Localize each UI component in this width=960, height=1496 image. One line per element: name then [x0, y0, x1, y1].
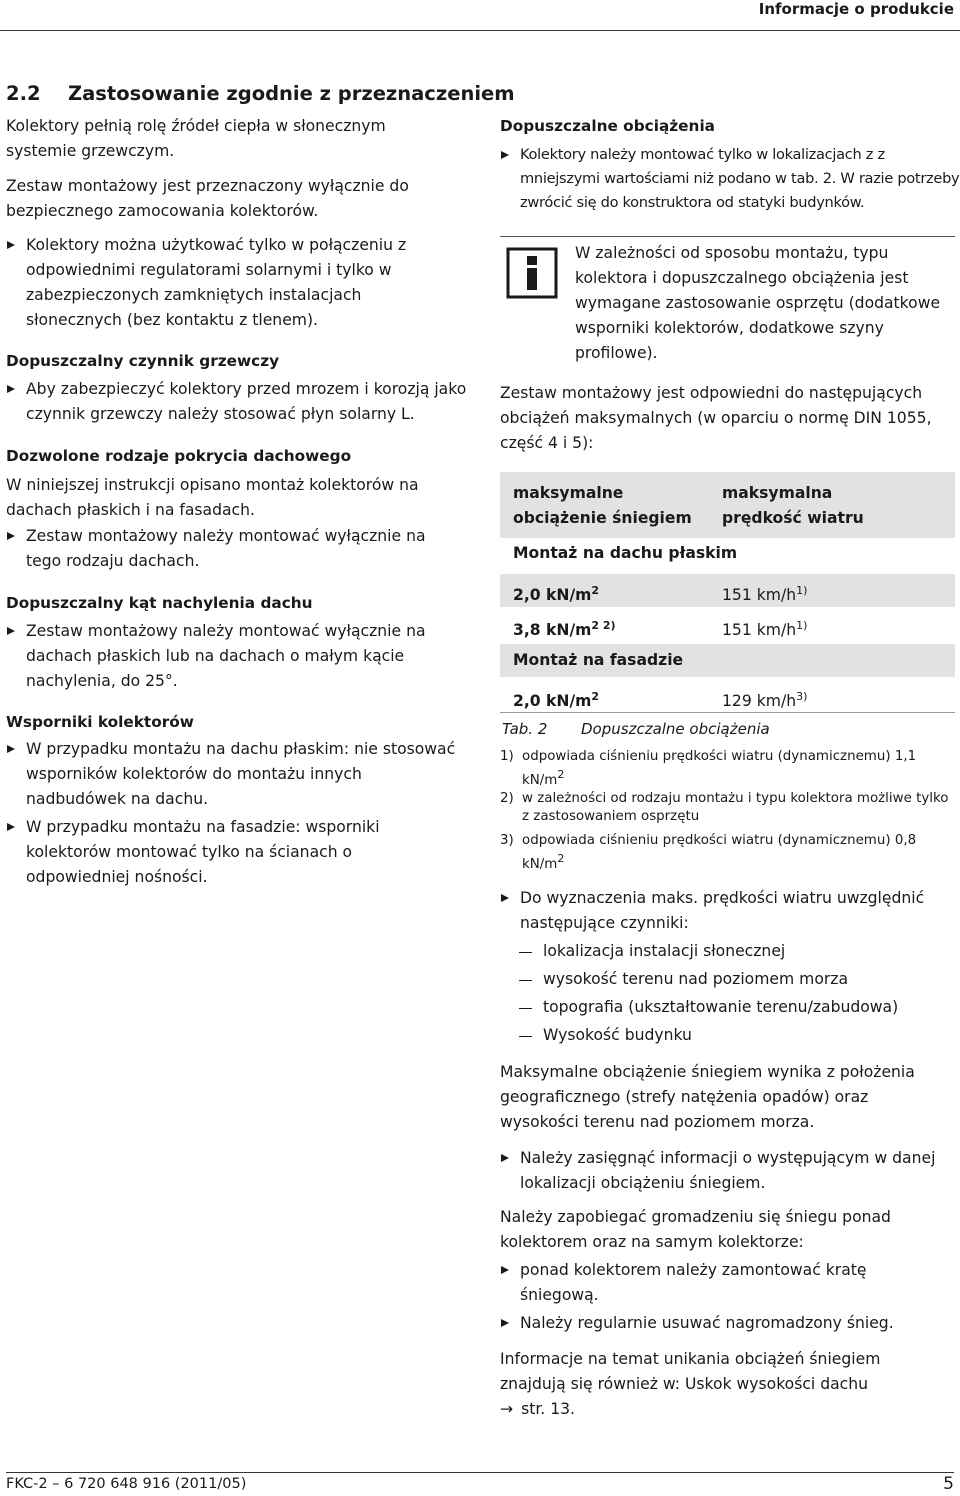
info-icon — [506, 247, 558, 299]
table-group-facade: Montaż na fasadzie — [513, 651, 684, 669]
section-heading — [6, 82, 515, 105]
paragraph-snow-load: Maksymalne obciążenie śniegiem wynika z położenia geograficznego (strefy natężenia opadów) oraz wysokości terenu nad poziomem morza. — [500, 1063, 915, 1131]
bullet-roof-types: Zestaw montażowy należy montować wyłącznie na tego rodzaju dachach. — [6, 524, 446, 574]
footer-doc-number: FKC-2 – 6 720 648 916 (2011/05) — [6, 1476, 247, 1492]
heading-supports: Wsporniki kolektorów — [6, 713, 194, 731]
reference-page: str. 13. — [521, 1400, 576, 1418]
info-note: W zależności od sposobu montażu, typu kolektora i dopuszczalnego obciążenia jest wymagane zastosowanie osprzętu (dodatkowe wsporniki kolektorów, dodatkowe szyny profilowe). — [575, 244, 941, 362]
footer-page-number: 5 — [943, 1474, 954, 1494]
bullet-loads: Kolektory należy montować tylko w lokalizacjach z z mniejszymi wartościami niż podano w tab. 2. W razie potrzeby zwrócić się do konstruktora od statyki budynków. — [500, 143, 960, 215]
table-bottom-rule — [500, 712, 955, 713]
table-col-wind-line2: prędkość wiatru — [722, 509, 864, 527]
footer-rule — [6, 1472, 954, 1473]
table-row-2-wind: 151 $km/h^{1)}$ — [722, 619, 808, 639]
intro-paragraph-2: Zestaw montażowy jest przeznaczony wyłącznie do bezpiecznego zamocowania kolektorów. — [6, 177, 409, 220]
reference-link[interactable] — [500, 1397, 920, 1422]
heading-roof-types: Dozwolone rodzaje pokrycia dachowego — [6, 447, 352, 465]
bullet-snow-grate: ponad kolektorem należy zamontować kratę śniegową. — [500, 1258, 940, 1308]
paragraph-kit-loads: Zestaw montażowy jest odpowiedni do następujących obciążeń maksymalnych (w oparciu o normę DIN 1055, część 4 i 5): — [500, 384, 932, 452]
footnote-1: 1) odpowiada ciśnieniu prędkości wiatru (dynamicznemu) 1,1 $kN/m^2$ — [500, 749, 917, 788]
page-header — [0, 0, 960, 28]
header-rule — [0, 30, 960, 31]
bullet-medium: Aby zabezpieczyć kolektory przed mrozem i korozją jako czynnik grzewczy należy stosować płyn solarny L. — [6, 377, 471, 427]
table-row-1-wind: 151 $km/h^{1)}$ — [722, 584, 808, 604]
section-number: 2.2 — [6, 82, 41, 105]
table-col-snow-line1: maksymalne — [513, 484, 624, 502]
bullet-remove-snow: Należy regularnie usuwać nagromadzony śnieg. — [500, 1311, 960, 1336]
table-caption-label: Tab. 2 — [502, 720, 548, 738]
paragraph-roof-types: W niniejszej instrukcji opisano montaż kolektorów na dachach płaskich i na fasadach. — [6, 476, 419, 519]
table-caption-text: Dopuszczalne obciążenia — [581, 720, 770, 738]
info-rule-top — [500, 236, 955, 237]
bullet-roof-angle: Zestaw montażowy należy montować wyłącznie na dachach płaskich lub na dachach o małym kącie nachylenia, do 25°. — [6, 619, 456, 694]
dash-location: lokalizacja instalacji słonecznej — [500, 939, 785, 964]
table-col-snow-line2: obciążenie śniegiem — [513, 509, 692, 527]
heading-medium: Dopuszczalny czynnik grzewczy — [6, 352, 280, 370]
arrow-right-icon: → — [500, 1400, 514, 1418]
bullet-supports-flat: W przypadku montażu na dachu płaskim: nie stosować wsporników kolektorów do montażu innych nadbudówek na dachu. — [6, 737, 466, 812]
table-row-2-snow: 3,8 $kN/m^{2 2)}$ — [513, 619, 616, 639]
table-row-3-snow: 2,0 $kN/m^2$ — [513, 690, 600, 710]
table-group-flat-roof: Montaż na dachu płaskim — [513, 544, 738, 562]
dash-building-height: Wysokość budynku — [500, 1023, 692, 1048]
intro-paragraph-1: Kolektory pełnią rolę źródeł ciepła w słonecznym systemie grzewczym. — [6, 117, 386, 160]
heading-roof-angle: Dopuszczalny kąt nachylenia dachu — [6, 594, 313, 612]
bullet-wind-factors: Do wyznaczenia maks. prędkości wiatru uwzględnić następujące czynniki: — [500, 886, 960, 936]
header-title: Informacje o produkcie — [758, 0, 954, 18]
table-row-3-wind: 129 $km/h^{3)}$ — [722, 690, 808, 710]
table-row-1-snow: 2,0 $kN/m^2$ — [513, 584, 600, 604]
paragraph-prevent-snow: Należy zapobiegać gromadzeniu się śniegu ponad kolektorem oraz na samym kolektorze: — [500, 1208, 891, 1251]
paragraph-more-info: Informacje na temat unikania obciążeń śniegiem znajdują się również w: Uskok wysokości dachu — [500, 1350, 881, 1393]
section-title: Zastosowanie zgodnie z przeznaczeniem — [68, 82, 515, 105]
footnote-3: 3) odpowiada ciśnieniu prędkości wiatru (dynamicznemu) 0,8 $kN/m^2$ — [500, 833, 917, 872]
dash-topography: topografia (ukształtowanie terenu/zabudowa) — [500, 995, 898, 1020]
footnote-2: 2) w zależności od rodzaju montażu i typu kolektora możliwe tylko z zastosowaniem osprzętu — [500, 791, 949, 824]
bullet-regulators: Kolektory można użytkować tylko w połączeniu z odpowiednimi regulatorami solarnymi i tylko w zabezpieczonych zamkniętych instalacjach słonecznych (bez kontaktu z tlenem). — [6, 233, 426, 333]
dash-altitude: wysokość terenu nad poziomem morza — [500, 967, 848, 992]
bullet-snow-info: Należy zasięgnąć informacji o występującym w danej lokalizacji obciążeniu śniegiem. — [500, 1146, 960, 1196]
table-col-wind-line1: maksymalna — [722, 484, 833, 502]
heading-loads: Dopuszczalne obciążenia — [500, 117, 716, 135]
bullet-supports-facade: W przypadku montażu na fasadzie: wsporniki kolektorów montować tylko na ścianach o odpowiedniej nośności. — [6, 815, 406, 890]
